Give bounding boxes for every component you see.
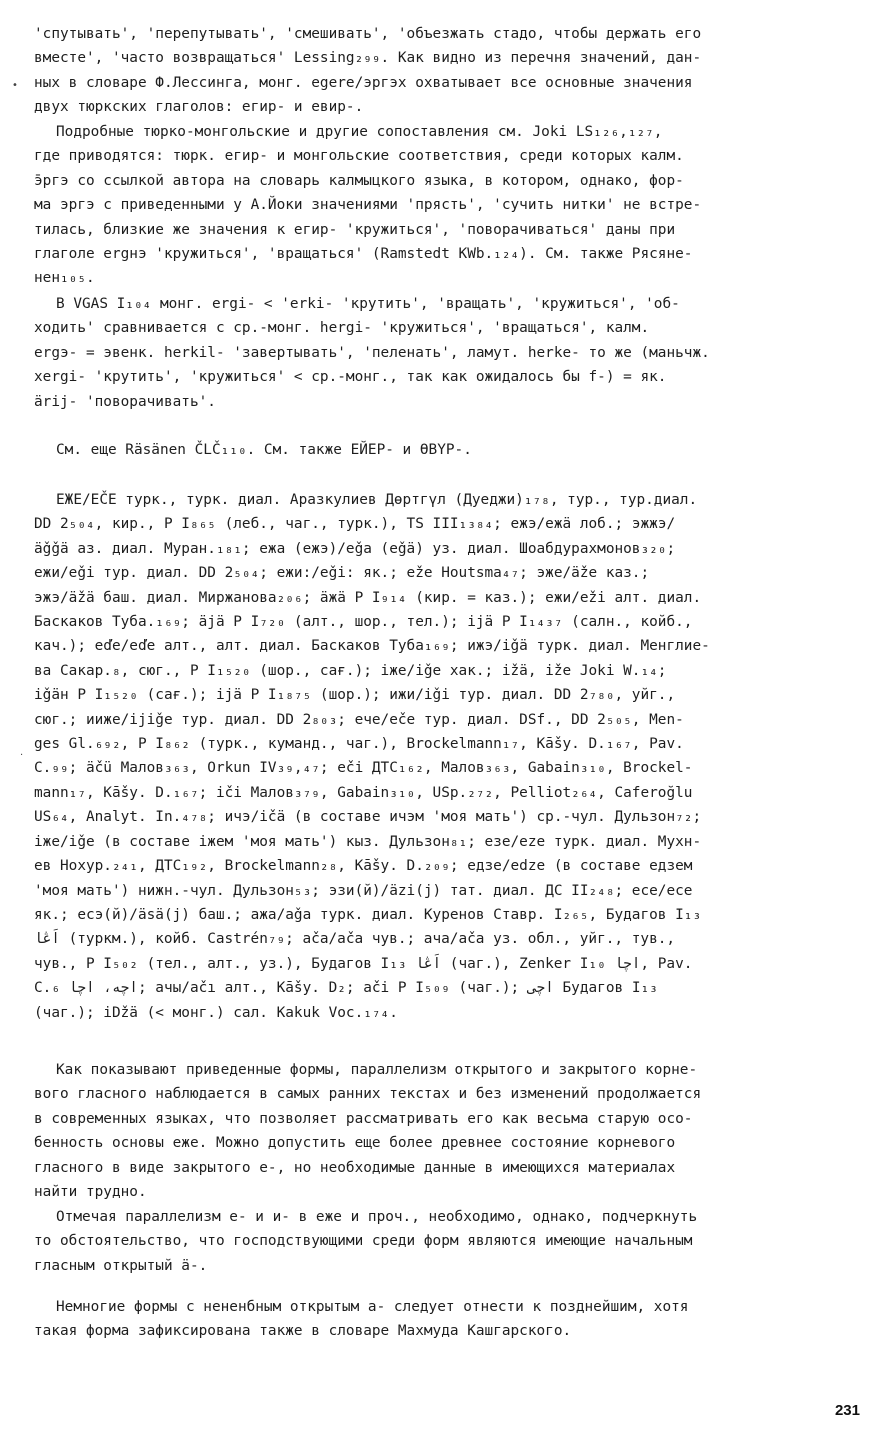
paragraph-verb-meanings: 'спутывать', 'перепутывать', 'смешивать', 'объезжать стадо, чтобы держать его вместе', 'часто возвращаться' Lessing₂₉₉. Как видно из перечня значений, дан- ных в словаре Ф.Лессинга, монг. egere/эргэх охватывает все основные значения двух тюркских глаголов: егир- и евир-. bbox=[34, 26, 702, 116]
dictionary-entry-eje: ЕЖЕ/ЕČЕ турк., турк. диал. Аразкулиев Дөртгүл (Дуеджи)₁₇₈, тур., тур.диал. DD 2₅₀₄, кир., P I₈₆₅ (леб., чаг., турк.), TS III₁₃₈₄; ежэ/ежä лоб.; эжжэ/ äǧǧä аз. диал. Муран.₁₈₁; ежа (ежэ)/еǧа (еǧä) уз. диал. Шоабдурахмонов₃₂₀; ежи/еǧі тур. диал. DD 2₅₀₄; ежи:/еǧі: як.; ežе Houtsma₄₇; эже/äže каз.; эжэ/äžä баш. диал. Миржанова₂₀₆; äжä P I₉₁₄ (кир. = каз.); ежи/еži алт. диал. Баскаков Туба.₁₆₉; äjä P I₇₂₀ (алт., шор., тел.); ijä P I₁₄₃₇ (салн., койб., кач.); еďе/еďе алт., алт. диал. Баскаков Туба₁₆₉; ижэ/іǧä турк. диал. Менглие- ва Сакар.₈, сюг., P I₁₅₂₀ (шор., сағ.); іже/іǧе хак.; іžä, іžе Joki W.₁₄; іǧäн P I₁₅₂₀ (сағ.); ijä P I₁₈₇₅ (шор.); ижи/іǧі тур. диал. DD 2₇₈₀, уйг., сюг.; ииже/ijіǧе тур. диал. DD 2₈₀₃; ече/еčе тур. диал. DSf., DD 2₅₀₅, Men- ges Gl.₆₉₂, P I₈₆₂ (турк., куманд., чаг.), Brockelmann₁₇, Kāšy. D.₁₆₇, Pav. C.₉₉; äčü Малов₃₆₃, Orkun IV₃₉,₄₇; ečі ДТС₁₆₂, Малов₃₆₃, Gabain₃₁₀, Brockel- mann₁₇, Kāšy. D.₁₆₇; ičі Малов₃₇₉, Gabain₃₁₀, USp.₂₇₂, Pelliot₂₆₄, Caferoğlu US₆₄, Analyt. In.₄₇₈; ичэ/іčä (в составе ичэм 'моя мать') ср.-чул. Дульзон₇₂; іже/іǧе (в составе іжем 'моя мать') кыз. Дульзон₈₁; езе/еzе турк. диал. Мухн- ев Нохур.₂₄₁, ДТС₁₉₂, Brockelmann₂₈, Kāšy. D.₂₀₉; едзе/еdzе (в составе едзем 'моя мать') нижн.-чул. Дульзон₅₃; эзи(й)/äzі(ј) тат. диал. ДС II₂₄₈; есе/есе як.; есэ(й)/äsä(ј) баш.; ажа/аǧа турк. диал. Куренов Ставр. I₂₆₅, Будагов I₁₃ اَڠا (туркм.), койб. Castrén₇₉; аča/аča чув.; ача/аča уз. обл., уйг., тув., чув., P I₅₀₂ (тел., алт., уз.), Будагов I₁₃ اَڠا (чаг.), Zenker I₁₀ اچا, Pav. C.₆ اچه، اچا; ачы/аčı алт., Kāšy. D₂; аčі P I₅₀₉ (чаг.); اچى Будагов I₁₃ (чаг.); іDžä (< монг.) сал. Kakuk Voc.₁₇₄. bbox=[34, 492, 710, 1021]
paragraph-late-forms: Немногие формы с нененбным открытым а- следует отнести к позднейшим, хотя такая форма зафиксирована также в словаре Махмуда Кашгарского. bbox=[34, 1299, 689, 1340]
paragraph-parallelism: Как показывают приведенные формы, параллелизм открытого и закрытого корне- вого гласного наблюдается в самых ранних текстах и без изменений продолжается в современных языках, что позволяет рассматривать его как весьма старую осо- бенность основы еже. Можно допустить еще более древнее состояние корневого гласного в виде закрытого е-, но необходимые данные в имеющихся материалах найти трудно. bbox=[34, 1062, 702, 1201]
paragraph-see-also: См. еще Räsänen ČLČ₁₁₀. См. также ЕЙЕР- и ӨВҮР-. bbox=[56, 442, 472, 458]
paragraph-vgas-reference: В VGAS I₁₀₄ монг. ergi- < 'erki- 'крутить', 'вращать', 'кружиться', 'об- ходить' сравнивается с ср.-монг. hergi- 'кружиться', 'вращаться', калм. ergэ- = эвенк. herkil- 'завертывать', 'пеленать', ламут. herke- то же (маньчж. xergi- 'крутить', 'кружиться' < ср.-монг., так как ожидалось бы f-) = як. äriј- 'поворачивать'. bbox=[34, 296, 710, 410]
page-number: 231 bbox=[834, 1402, 860, 1419]
margin-dot-mark: • bbox=[12, 80, 18, 91]
paragraph-noting-parallelism: Отмечая параллелизм е- и и- в еже и проч., необходимо, однако, подчеркнуть то обстоятельство, что господствующими среди форм являются имеющие начальным гласным открытый ä-. bbox=[34, 1209, 698, 1274]
paragraph-turkic-mongolic-comparisons: Подробные тюрко-монгольские и другие сопоставления см. Joki LS₁₂₆,₁₂₇, где приводятся: тюрк. егир- и монгольские соответствия, среди которых калм. э̄ргэ со ссылкой автора на словарь калмыцкого языка, в котором, однако, фор- ма эргэ с приведенными у А.Йоки значениями 'прясть', 'сучить нитки' не встре- тилась, близкие же значения к егир- 'кружиться', 'поворачиваться' даны при глаголе ergнэ 'кружиться', 'вращаться' (Ramstedt KWb.₁₂₄). См. также Рясяне- нен₁₀₅. bbox=[34, 124, 702, 287]
margin-dot-mark: · bbox=[20, 750, 24, 761]
